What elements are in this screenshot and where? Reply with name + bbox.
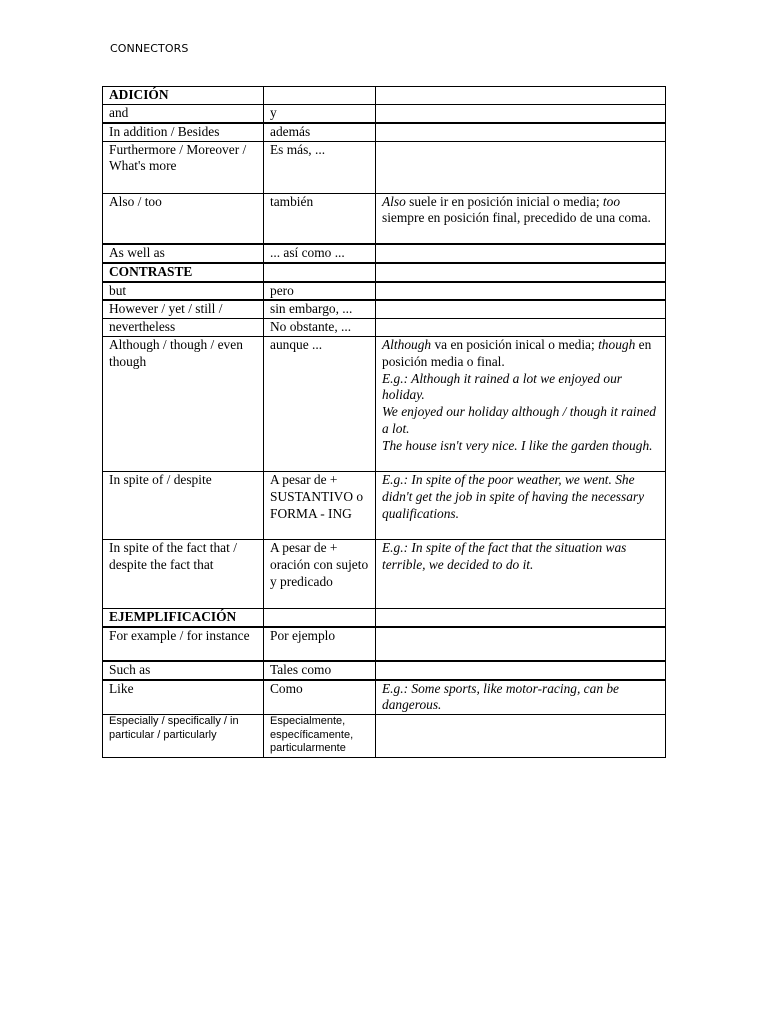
example-text: E.g.: Some sports, like motor-racing, can be dangerous. bbox=[382, 680, 620, 713]
spanish-cell: y bbox=[264, 105, 376, 123]
table-row bbox=[103, 540, 666, 609]
notes-cell bbox=[376, 680, 666, 715]
english-cell: As well as bbox=[103, 244, 264, 263]
note-keyword: too bbox=[602, 193, 621, 209]
table-row bbox=[103, 472, 666, 540]
english-cell: Also / too bbox=[103, 193, 264, 244]
spanish-cell bbox=[264, 87, 376, 105]
table-row bbox=[103, 105, 666, 123]
spanish-cell bbox=[264, 263, 376, 282]
english-cell: In spite of the fact that / despite the fact that bbox=[103, 540, 264, 609]
english-cell: In spite of / despite bbox=[103, 472, 264, 540]
spanish-cell bbox=[264, 609, 376, 627]
english-cell: Although / though / even though bbox=[103, 337, 264, 472]
spanish-cell: No obstante, ... bbox=[264, 319, 376, 337]
page-title: CONNECTORS bbox=[110, 42, 189, 55]
english-cell: Such as bbox=[103, 661, 264, 680]
notes-cell bbox=[376, 627, 666, 661]
notes-cell bbox=[376, 123, 666, 141]
notes-cell bbox=[376, 472, 666, 540]
english-cell: In addition / Besides bbox=[103, 123, 264, 141]
note-text: siempre en posición final, precedido de una coma. bbox=[382, 210, 651, 226]
section-heading: EJEMPLIFICACIÓN bbox=[103, 609, 264, 627]
spanish-cell: Tales como bbox=[264, 661, 376, 680]
notes-cell bbox=[376, 715, 666, 758]
notes-cell bbox=[376, 282, 666, 301]
section-heading: CONTRASTE bbox=[103, 263, 264, 282]
notes-cell bbox=[376, 540, 666, 609]
english-cell: nevertheless bbox=[103, 319, 264, 337]
notes-cell bbox=[376, 319, 666, 337]
english-cell: Like bbox=[103, 680, 264, 715]
section-row-contraste bbox=[103, 263, 666, 282]
notes-cell bbox=[376, 300, 666, 318]
english-cell: However / yet / still / bbox=[103, 300, 264, 318]
table-row bbox=[103, 680, 666, 715]
table-row bbox=[103, 282, 666, 301]
spanish-cell: ... así como ... bbox=[264, 244, 376, 263]
spanish-cell: A pesar de + SUSTANTIVO o FORMA - ING bbox=[264, 472, 376, 540]
notes-cell bbox=[376, 661, 666, 680]
section-row-ejemplificacion bbox=[103, 609, 666, 627]
notes-cell bbox=[376, 244, 666, 263]
spanish-cell: también bbox=[264, 193, 376, 244]
english-cell: For example / for instance bbox=[103, 627, 264, 661]
table-row bbox=[103, 300, 666, 318]
table-row bbox=[103, 627, 666, 661]
english-cell: but bbox=[103, 282, 264, 301]
notes-cell bbox=[376, 87, 666, 105]
spanish-cell: Por ejemplo bbox=[264, 627, 376, 661]
table-row bbox=[103, 193, 666, 244]
spanish-cell: aunque ... bbox=[264, 337, 376, 472]
table-row bbox=[103, 715, 666, 758]
spanish-cell: A pesar de + oración con sujeto y predicado bbox=[264, 540, 376, 609]
notes-cell bbox=[376, 337, 666, 472]
note-keyword: Also bbox=[382, 193, 406, 209]
spanish-cell: pero bbox=[264, 282, 376, 301]
spanish-cell: sin embargo, ... bbox=[264, 300, 376, 318]
table-row bbox=[103, 319, 666, 337]
notes-cell bbox=[376, 141, 666, 193]
table-row bbox=[103, 244, 666, 263]
spanish-cell: Es más, ... bbox=[264, 141, 376, 193]
table-row bbox=[103, 141, 666, 193]
note-text: va en posición inical o media; bbox=[431, 337, 599, 353]
connectors-table bbox=[102, 86, 666, 758]
notes-cell bbox=[376, 609, 666, 627]
spanish-cell: Como bbox=[264, 680, 376, 715]
spanish-cell: además bbox=[264, 123, 376, 141]
spanish-cell: Especialmente, específicamente, particularmente bbox=[264, 715, 376, 758]
note-text: en posición media o final. bbox=[382, 337, 652, 369]
notes-cell bbox=[376, 193, 666, 244]
section-heading: ADICIÓN bbox=[103, 87, 264, 105]
english-cell: and bbox=[103, 105, 264, 123]
note-text: suele ir en posición inicial o media; bbox=[405, 193, 603, 209]
notes-cell bbox=[376, 263, 666, 282]
example-text: E.g.: In spite of the poor weather, we went. She didn't get the job in spite of having the necessary qualifications. bbox=[382, 472, 645, 521]
notes-cell bbox=[376, 105, 666, 123]
note-keyword: Although bbox=[382, 337, 432, 353]
section-row-adicion bbox=[103, 87, 666, 105]
english-cell: Furthermore / Moreover / What's more bbox=[103, 141, 264, 193]
note-keyword: though bbox=[598, 337, 636, 353]
english-cell: Especially / specifically / in particular / particularly bbox=[103, 715, 264, 758]
example-text: E.g.: In spite of the fact that the situation was terrible, we decided to do it. bbox=[382, 540, 627, 572]
table-row bbox=[103, 123, 666, 141]
table-row bbox=[103, 337, 666, 472]
table-row bbox=[103, 661, 666, 680]
example-text: E.g.: Although it rained a lot we enjoyed our holiday. We enjoyed our holiday although / though it rained a lot. The house isn't very nice. I like the garden though. bbox=[382, 370, 656, 453]
